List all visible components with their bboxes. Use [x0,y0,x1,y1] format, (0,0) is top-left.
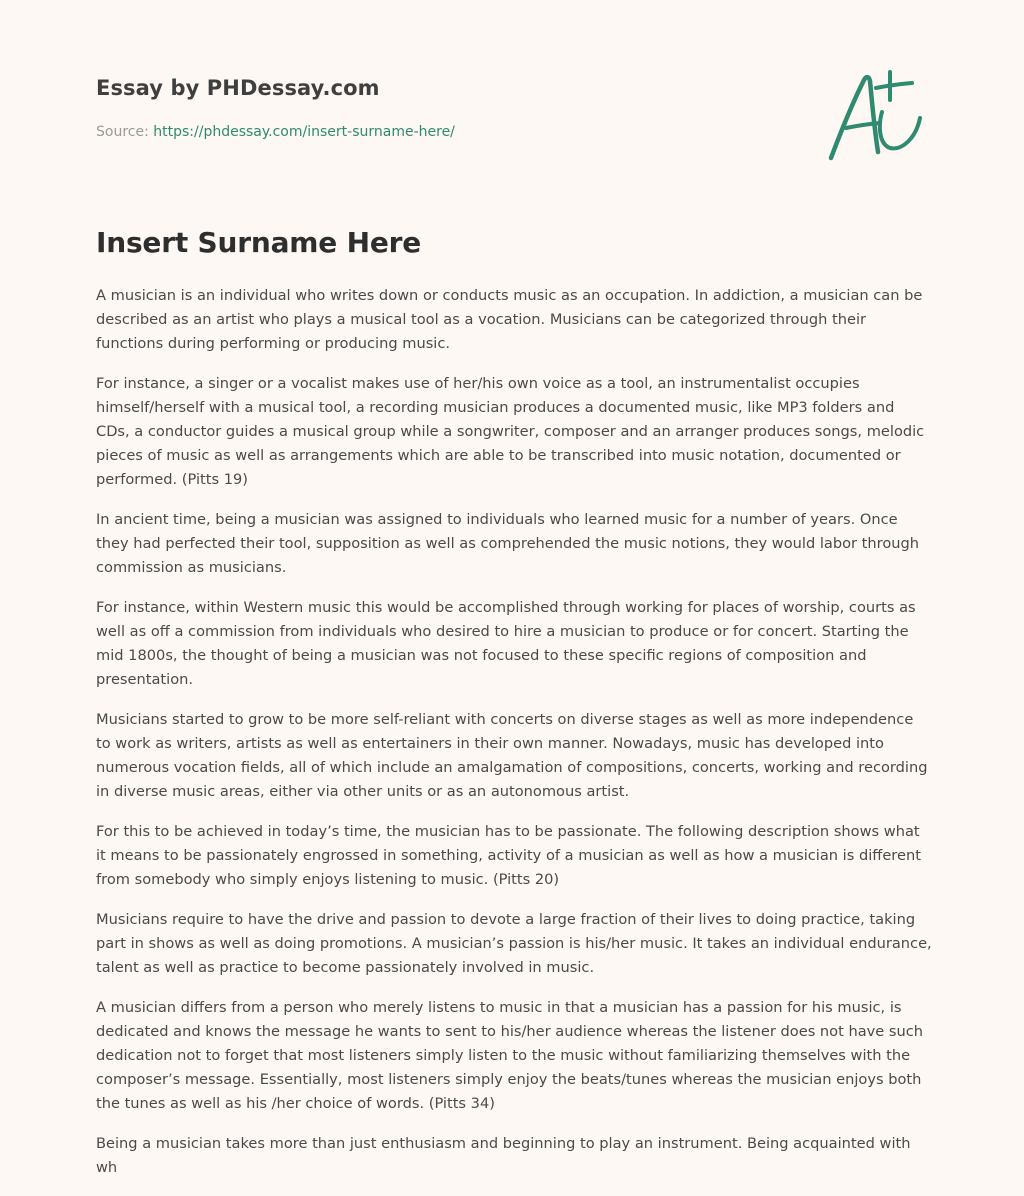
paragraph: A musician is an individual who writes down or conducts music as an occupation. In addiction, a musician can be described as an artist who plays a musical tool as a vocation. Musicians can be categorized through their functions during performing or producing music. [96,287,923,352]
paragraph: A musician differs from a person who merely listens to music in that a musician has a passion for his music, is dedicated and knows the message he wants to sent to his/her audience whereas the listener does not have such dedication not to forget that most listeners simply listen to the music without familiarizing themselves with the composer’s message. Essentially, most listeners simply enjoy the beats/tunes whereas the musician enjoys both the tunes as well as his /her choice of words. (Pitts 34) [96,999,924,1112]
paragraph: For instance, within Western music this would be accomplished through working for places of worship, courts as well as off a commission from individuals who desired to hire a musician to produce or for concert. Starting the mid 1800s, the thought of being a musician was not focused to these specific regions of composition and presentation. [96,599,916,688]
a-plus-icon [826,68,926,164]
source-line [96,124,455,140]
paragraph: Being a musician takes more than just enthusiasm and beginning to play an instrument. Being acquainted with wh [96,1135,911,1176]
page-header [96,76,928,196]
paragraph: For instance, a singer or a vocalist makes use of her/his own voice as a tool, an instrumentalist occupies himself/herself with a musical tool, a recording musician produces a documented music, like MP3 folders and CDs, a conductor guides a musical group while a songwriter, composer and an arranger produces songs, melodic pieces of music as well as arrangements which are able to be transcribed into music notation, documented or performed. (Pitts 19) [96,375,925,488]
paragraph: In ancient time, being a musician was assigned to individuals who learned music for a number of years. Once they had perfected their tool, supposition as well as comprehended the music notions, they would labor through commission as musicians. [96,511,920,576]
paragraph: Musicians started to grow to be more self-reliant with concerts on diverse stages as well as more independence to work as writers, artists as well as entertainers in their own manner. Nowadays, music has developed into numerous vocation fields, all of which include an amalgamation of compositions, concerts, working and recording in diverse music areas, either via other units or as an autonomous artist. [96,711,928,800]
paragraph: Musicians require to have the drive and passion to devote a large fraction of their lives to doing practice, taking part in shows as well as doing promotions. A musician’s passion is his/her music. It takes an individual endurance, talent as well as practice to become passionately involved in music. [96,911,932,976]
source-link[interactable]: https://phdessay.com/insert-surname-here/ [153,124,455,140]
source-label: Source: [96,124,149,140]
essay-title: Insert Surname Here [96,226,422,259]
paragraph: For this to be achieved in today’s time, the musician has to be passionate. The following description shows what it means to be passionately engrossed in something, activity of a musician as well as how a musician is different from somebody who simply enjoys listening to music. (Pitts 20) [96,823,921,888]
essay-body [96,284,932,1196]
site-title: Essay by PHDessay.com [96,76,380,100]
